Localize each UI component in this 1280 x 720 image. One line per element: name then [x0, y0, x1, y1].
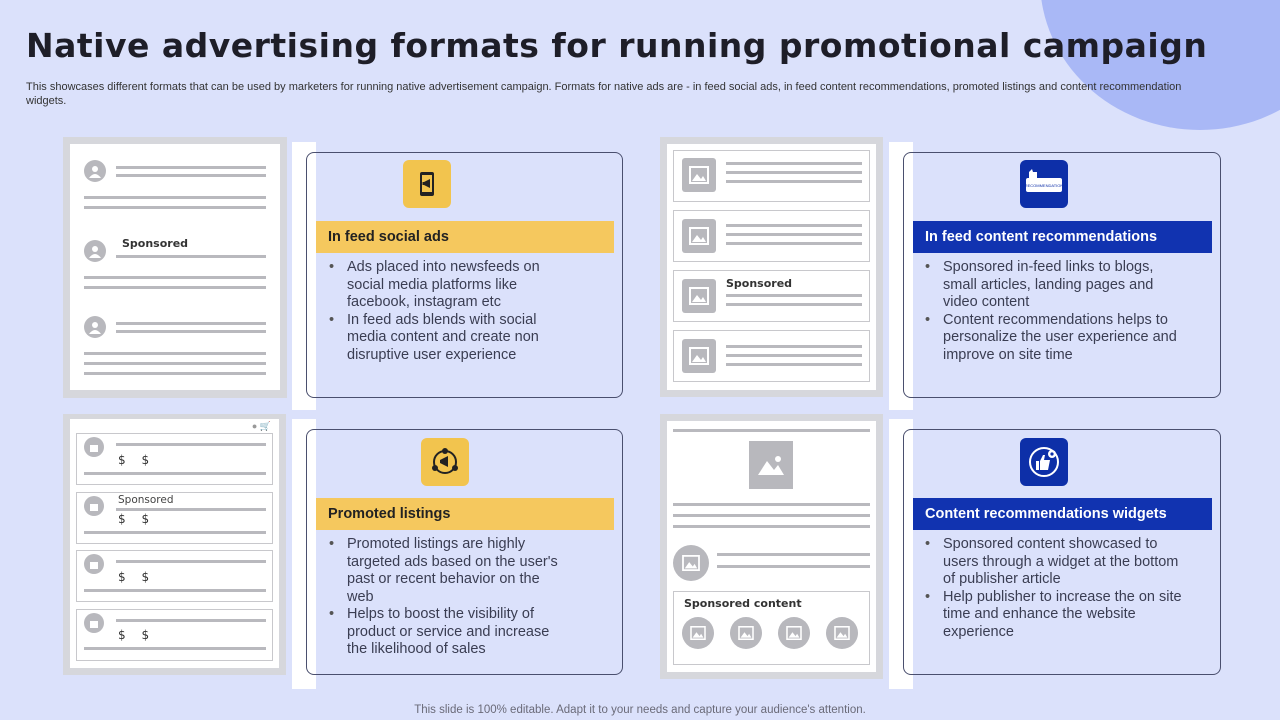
megaphone-network-icon [421, 438, 469, 486]
bag-icon [84, 554, 104, 574]
bullet-item: • Content recommendations helps to personalize the user experience and improve on site time [923, 312, 1183, 365]
recommendation-thumbs-icon [1020, 160, 1068, 208]
image-icon [682, 617, 714, 649]
feed-paper [70, 144, 280, 390]
price-text: $ $ [118, 512, 156, 526]
bullet-item: • Sponsored content showcased to users through a widget at the bottom of publisher article [923, 536, 1183, 589]
social-feed-illustration [63, 137, 287, 398]
card-bullets [327, 536, 567, 659]
recommendations-paper [667, 144, 876, 390]
sponsored-label: Sponsored [118, 494, 174, 506]
widget-illustration [660, 414, 883, 679]
card-bullets [923, 536, 1183, 641]
card-bullets [923, 259, 1183, 364]
page-title: Native advertising formats for running promotional campaign [26, 26, 1208, 65]
card-heading: Promoted listings [316, 498, 614, 530]
card-heading: In feed content recommendations [913, 221, 1212, 253]
bullet-item: • Helps to boost the visibility of product or service and increase the likelihood of sales [327, 606, 567, 659]
bullet-item: • Promoted listings are highly targeted ads based on the user's past or recent behavior on the web [327, 536, 567, 606]
thumbs-up-gear-icon [1020, 438, 1068, 486]
image-icon [673, 545, 709, 581]
image-icon [778, 617, 810, 649]
widget-paper [667, 421, 876, 672]
bullet-item: • Sponsored in-feed links to blogs, small articles, landing pages and video content [923, 259, 1183, 312]
user-icon [84, 240, 106, 262]
recommendation-icon-label: RECOMMENDATION [1024, 183, 1064, 188]
card-heading: Content recommendations widgets [913, 498, 1212, 530]
user-cart-icons: ● 🛒 [251, 421, 271, 431]
bag-icon [84, 613, 104, 633]
decorative-corner-shape [1040, 0, 1280, 130]
bullet-item: • Ads placed into newsfeeds on social media platforms like facebook, instagram etc [327, 259, 557, 312]
image-icon [682, 158, 716, 192]
listings-paper [70, 419, 279, 668]
listings-illustration [63, 414, 286, 675]
image-icon [749, 441, 793, 489]
bullet-item: • Help publisher to increase the on site time and enhance the website experience [923, 589, 1183, 642]
sponsored-label: Sponsored [726, 277, 793, 290]
price-text: $ $ [118, 453, 156, 467]
footer-note: This slide is 100% editable. Adapt it to your needs and capture your audience's attention. [414, 704, 866, 716]
page-subtitle: This showcases different formats that can be used by marketers for running native advertisement campaign. Formats for native ads are - in feed social ads, in feed content recommendations, promoted listings and content recommendation widgets. [26, 81, 1182, 107]
card-heading: In feed social ads [316, 221, 614, 253]
sponsored-label: Sponsored [122, 237, 189, 250]
card-bullets [327, 259, 557, 364]
bag-icon [84, 496, 104, 516]
mobile-megaphone-icon [403, 160, 451, 208]
image-icon [682, 339, 716, 373]
price-text: $ $ [118, 628, 156, 642]
price-text: $ $ [118, 570, 156, 584]
user-icon [84, 160, 106, 182]
sponsored-content-label: Sponsored content [684, 597, 802, 610]
recommendations-illustration [660, 137, 883, 397]
image-icon [682, 279, 716, 313]
image-icon [730, 617, 762, 649]
user-icon [84, 316, 106, 338]
image-icon [682, 219, 716, 253]
image-icon [826, 617, 858, 649]
bag-icon [84, 437, 104, 457]
bullet-item: • In feed ads blends with social media content and create non disruptive user experience [327, 312, 557, 365]
